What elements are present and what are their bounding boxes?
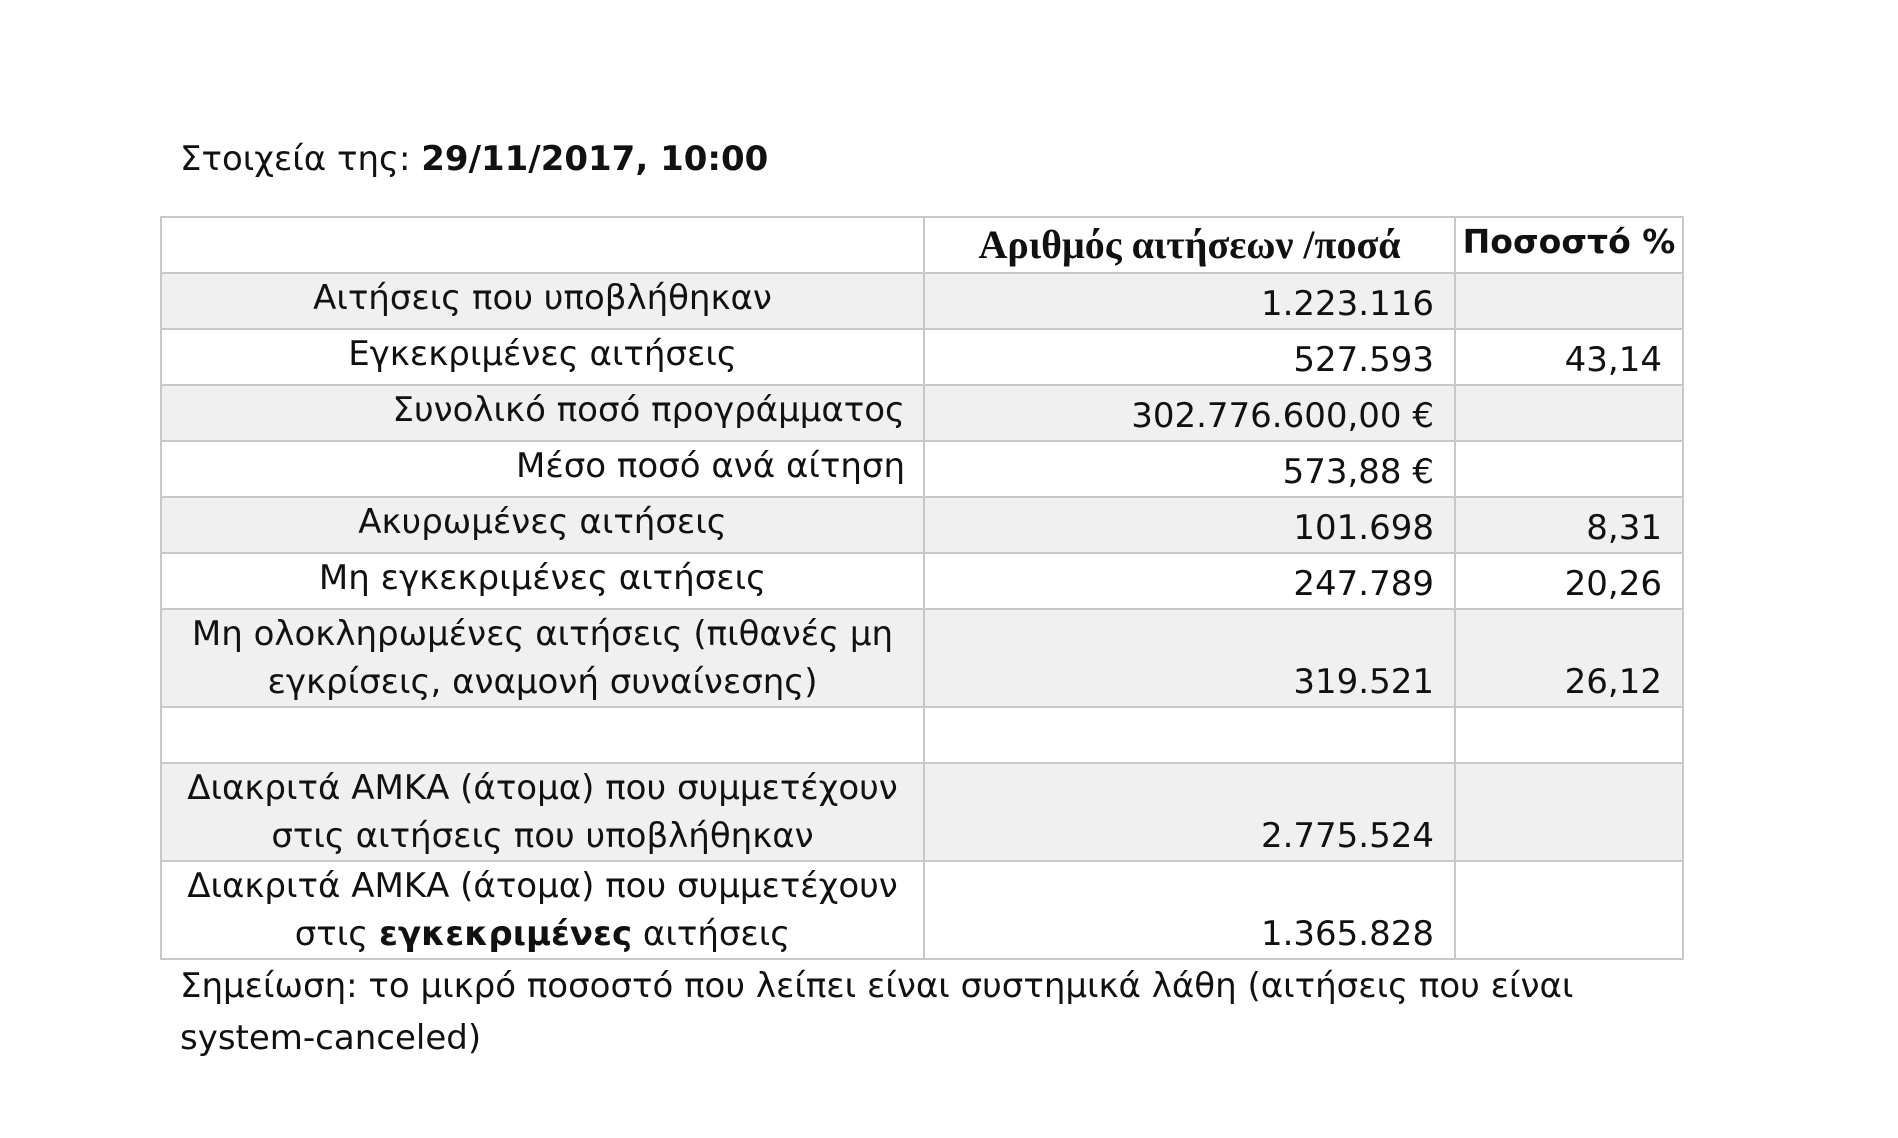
- row-percent: [1455, 707, 1683, 763]
- row-percent: [1455, 861, 1683, 959]
- row-label: Εγκεκριμένες αιτήσεις: [161, 329, 924, 385]
- row-value: 302.776.600,00 €: [924, 385, 1455, 441]
- table-row: [161, 385, 1683, 441]
- table-row: [161, 553, 1683, 609]
- row-label: Συνολικό ποσό προγράμματος: [161, 385, 924, 441]
- table-row: [161, 707, 1683, 763]
- row-percent: 43,14: [1455, 329, 1683, 385]
- row-value: [924, 707, 1455, 763]
- row-percent: [1455, 763, 1683, 861]
- row-percent: [1455, 385, 1683, 441]
- header-cell-label: [161, 217, 924, 273]
- table-row: [161, 861, 1683, 959]
- table-header-row: [161, 217, 1683, 273]
- row-value: 1.365.828: [924, 861, 1455, 959]
- date-prefix: Στοιχεία της:: [180, 139, 422, 179]
- row-percent: 20,26: [1455, 553, 1683, 609]
- row-value: 527.593: [924, 329, 1455, 385]
- header-cell-percent: Ποσοστό %: [1455, 217, 1683, 273]
- row-percent: [1455, 441, 1683, 497]
- table-row: [161, 441, 1683, 497]
- row-value: 319.521: [924, 609, 1455, 707]
- row-percent: 8,31: [1455, 497, 1683, 553]
- row-value: 2.775.524: [924, 763, 1455, 861]
- report-date-line: [180, 134, 768, 184]
- statistics-table: [160, 216, 1684, 960]
- row-label-pre: Διακριτά ΑΜΚΑ (άτομα) που συμμετέχουν στις: [187, 866, 898, 954]
- row-percent: [1455, 273, 1683, 329]
- row-label: Διακριτά ΑΜΚΑ (άτομα) που συμμετέχουν στις αιτήσεις που υποβλήθηκαν: [161, 763, 924, 861]
- row-percent: 26,12: [1455, 609, 1683, 707]
- row-value: 573,88 €: [924, 441, 1455, 497]
- row-value: 1.223.116: [924, 273, 1455, 329]
- header-cell-count: Αριθμός αιτήσεων /ποσά: [924, 217, 1455, 273]
- row-label: Μη ολοκληρωμένες αιτήσεις (πιθανές μη εγκρίσεις, αναμονή συναίνεσης): [161, 609, 924, 707]
- table-row: [161, 763, 1683, 861]
- row-value: 247.789: [924, 553, 1455, 609]
- table-row: [161, 273, 1683, 329]
- row-label-post: αιτήσεις: [632, 914, 791, 954]
- table-row: [161, 497, 1683, 553]
- row-label: Μέσο ποσό ανά αίτηση: [161, 441, 924, 497]
- table-row: [161, 609, 1683, 707]
- report-date: 29/11/2017, 10:00: [421, 139, 769, 179]
- table-row: [161, 329, 1683, 385]
- footnote: Σημείωση: το μικρό ποσοστό που λείπει είναι συστημικά λάθη (αιτήσεις που είναι system-canceled): [180, 966, 1574, 1058]
- row-label: Μη εγκεκριμένες αιτήσεις: [161, 553, 924, 609]
- row-label: [161, 861, 924, 959]
- row-label: [161, 707, 924, 763]
- row-label: Αιτήσεις που υποβλήθηκαν: [161, 273, 924, 329]
- row-label: Ακυρωμένες αιτήσεις: [161, 497, 924, 553]
- row-value: 101.698: [924, 497, 1455, 553]
- row-label-bold: εγκεκριμένες: [379, 914, 633, 954]
